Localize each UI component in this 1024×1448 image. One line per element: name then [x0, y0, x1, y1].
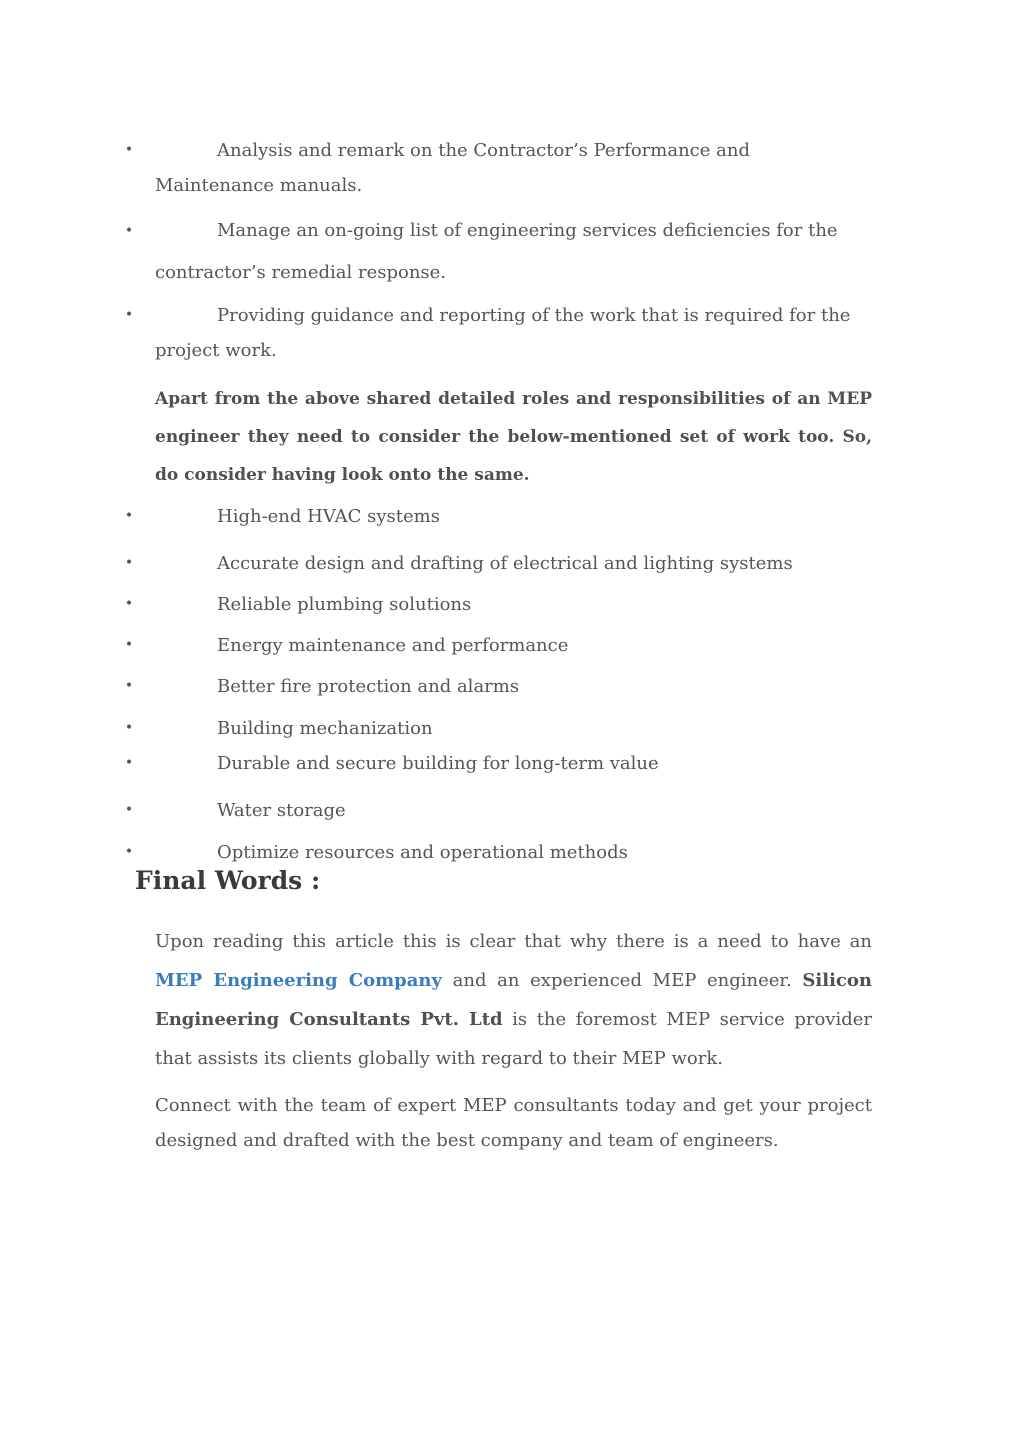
list-item	[122, 298, 872, 368]
list-item	[122, 587, 872, 622]
list-item	[122, 669, 872, 704]
list-item	[122, 711, 872, 746]
final-paragraph-text: is the foremost MEP service provider that assists its clients globally with regard to their MEP work.	[155, 1009, 872, 1069]
mep-engineering-company-link[interactable]: MEP Engineering Company	[155, 970, 442, 991]
list-item	[122, 793, 872, 828]
bullet-icon: •	[124, 596, 134, 612]
list-item	[122, 746, 872, 781]
list-item-text: Optimize resources and operational methods	[217, 842, 628, 863]
list-item-text: Energy maintenance and performance	[217, 635, 569, 656]
intro-paragraph: Apart from the above shared detailed roles and responsibilities of an MEP engineer they need to consider the below-mentioned set of work too. So, do consider having look onto the same.	[155, 389, 872, 485]
list-item-text: Reliable plumbing solutions	[217, 594, 472, 615]
bullet-icon: •	[124, 678, 134, 694]
bullet-icon: •	[124, 720, 134, 736]
section-heading: Final Words :	[135, 866, 321, 895]
closing-paragraph: Connect with the team of expert MEP consultants today and get your project designed and drafted with the best company and team of engineers.	[155, 1095, 872, 1151]
final-paragraph-text: and an experienced MEP engineer.	[441, 970, 803, 991]
list-item	[122, 210, 872, 294]
bullet-icon: •	[124, 637, 134, 653]
bullet-icon: •	[124, 555, 134, 571]
list-item-text: Analysis and remark on the Contractor’s Performance and Maintenance manuals.	[155, 140, 750, 196]
list-item-text: Building mechanization	[217, 718, 433, 739]
bullet-icon: •	[124, 142, 134, 158]
list-item-text: High-end HVAC systems	[217, 506, 440, 527]
list-item	[122, 499, 872, 534]
bullet-icon: •	[124, 508, 134, 524]
final-paragraph	[155, 922, 872, 1078]
list-item-text: Manage an on-going list of engineering services deficiencies for the contractor’s remedial response.	[155, 220, 838, 283]
bullet-icon: •	[124, 844, 134, 860]
company-name: Silicon Engineering Consultants Pvt. Ltd	[155, 970, 872, 1030]
list-item-text: Accurate design and drafting of electrical and lighting systems	[217, 553, 793, 574]
list-item	[122, 835, 872, 870]
list-item-text: Durable and secure building for long-term value	[217, 753, 659, 774]
bullet-icon: •	[124, 802, 134, 818]
final-paragraph-text: Upon reading this article this is clear that why there is a need to have an	[155, 931, 872, 952]
list-item-text: Better fire protection and alarms	[217, 676, 520, 697]
bullet-icon: •	[124, 223, 134, 239]
list-item-text: Providing guidance and reporting of the work that is required for the project work.	[155, 305, 851, 361]
list-item-text: Water storage	[217, 800, 346, 821]
bullet-icon: •	[124, 755, 134, 771]
list-item	[122, 133, 872, 203]
list-item	[122, 628, 872, 663]
bullet-icon: •	[124, 307, 134, 323]
list-item	[122, 546, 872, 581]
